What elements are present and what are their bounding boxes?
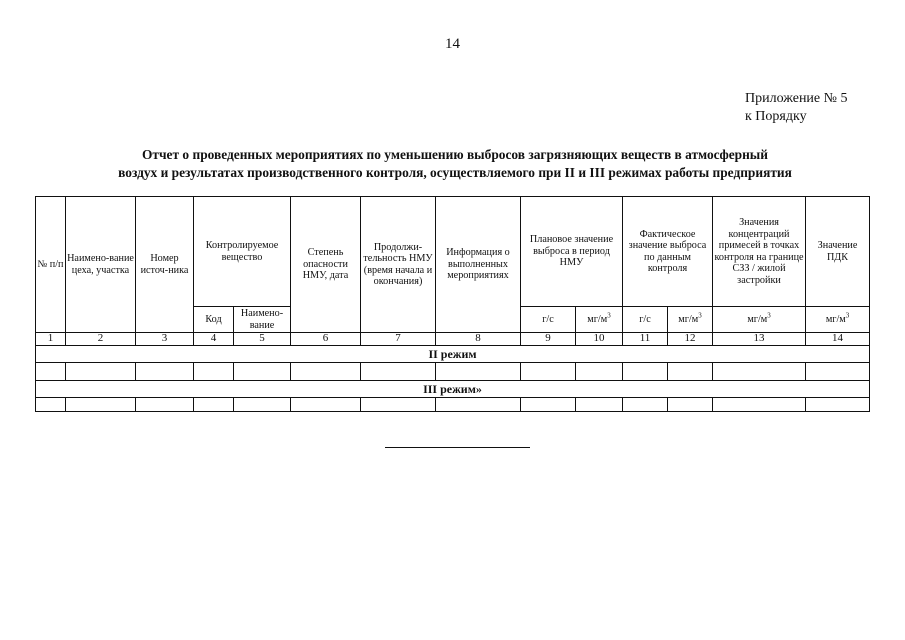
appendix-line-1: Приложение № 5 bbox=[745, 91, 848, 106]
column-number: 11 bbox=[623, 333, 668, 346]
empty-cell bbox=[234, 362, 291, 380]
closing-rule-line bbox=[385, 447, 530, 448]
empty-cell bbox=[521, 362, 576, 380]
header-hazard: Степень опасности НМУ, дата bbox=[291, 197, 361, 333]
header-concentration: Значения концентраций примесей в точках контроля на границе СЗЗ / жилой застройки bbox=[713, 197, 806, 307]
empty-cell bbox=[623, 397, 668, 411]
unit-concentration-mgm3: $мг/м^3$ bbox=[713, 307, 806, 333]
unit-actual-mgm3: $мг/м^3$ bbox=[668, 307, 713, 333]
header-mpc: Значение ПДК bbox=[806, 197, 870, 307]
empty-cell bbox=[361, 362, 436, 380]
header-row bbox=[36, 197, 870, 307]
header-measures: Информация о выполненных мероприятиях bbox=[436, 197, 521, 333]
mode-2-row bbox=[36, 345, 870, 362]
header-no: № п/п bbox=[36, 197, 66, 333]
empty-cell bbox=[436, 397, 521, 411]
column-number: 5 bbox=[234, 333, 291, 346]
empty-cell bbox=[668, 397, 713, 411]
mode-3-row bbox=[36, 380, 870, 397]
empty-cell bbox=[806, 397, 870, 411]
column-number: 4 bbox=[194, 333, 234, 346]
unit-mpc-mgm3: $мг/м^3$ bbox=[806, 307, 870, 333]
empty-cell bbox=[234, 397, 291, 411]
table-row bbox=[36, 362, 870, 380]
column-number: 13 bbox=[713, 333, 806, 346]
empty-cell bbox=[194, 397, 234, 411]
unit-planned-gs: г/с bbox=[521, 307, 576, 333]
unit-actual-gs: г/с bbox=[623, 307, 668, 333]
column-number: 14 bbox=[806, 333, 870, 346]
title-line-2: воздух и результатах производственного контроля, осуществляемого при II и III режимах работы предприятия bbox=[118, 165, 792, 180]
title-line-1: Отчет о проведенных мероприятиях по уменьшению выбросов загрязняющих веществ в атмосферный bbox=[142, 147, 768, 162]
empty-cell bbox=[713, 362, 806, 380]
report-table bbox=[35, 196, 870, 412]
empty-cell bbox=[36, 362, 66, 380]
appendix-line-2: к Порядку bbox=[745, 109, 807, 124]
column-number: 1 bbox=[36, 333, 66, 346]
column-number: 3 bbox=[136, 333, 194, 346]
column-number: 2 bbox=[66, 333, 136, 346]
unit-planned-mgm3: $мг/м^3$ bbox=[576, 307, 623, 333]
mode-2-label: II режим bbox=[36, 345, 870, 362]
column-numbers-row bbox=[36, 333, 870, 346]
empty-cell bbox=[36, 397, 66, 411]
header-duration: Продолжи-тельность НМУ (время начала и окончания) bbox=[361, 197, 436, 333]
column-number: 12 bbox=[668, 333, 713, 346]
header-actual: Фактическое значение выброса по данным контроля bbox=[623, 197, 713, 307]
empty-cell bbox=[291, 362, 361, 380]
empty-cell bbox=[194, 362, 234, 380]
empty-cell bbox=[623, 362, 668, 380]
header-planned: Плановое значение выброса в период НМУ bbox=[521, 197, 623, 307]
empty-cell bbox=[576, 397, 623, 411]
empty-cell bbox=[136, 397, 194, 411]
empty-cell bbox=[361, 397, 436, 411]
empty-cell bbox=[136, 362, 194, 380]
empty-cell bbox=[291, 397, 361, 411]
table-row bbox=[36, 397, 870, 411]
column-number: 7 bbox=[361, 333, 436, 346]
subheader-name: Наимено-вание bbox=[234, 307, 291, 333]
empty-cell bbox=[66, 362, 136, 380]
header-workshop: Наимено-вание цеха, участка bbox=[66, 197, 136, 333]
subheader-code: Код bbox=[194, 307, 234, 333]
empty-cell bbox=[66, 397, 136, 411]
appendix-reference bbox=[745, 90, 848, 126]
mode-3-label: III режим» bbox=[36, 380, 870, 397]
report-title bbox=[40, 146, 870, 182]
empty-cell bbox=[436, 362, 521, 380]
column-number: 8 bbox=[436, 333, 521, 346]
empty-cell bbox=[806, 362, 870, 380]
header-source: Номер источ-ника bbox=[136, 197, 194, 333]
empty-cell bbox=[576, 362, 623, 380]
empty-cell bbox=[668, 362, 713, 380]
empty-cell bbox=[713, 397, 806, 411]
column-number: 10 bbox=[576, 333, 623, 346]
page-number: 14 bbox=[445, 36, 460, 52]
column-number: 9 bbox=[521, 333, 576, 346]
header-substance: Контролируемое вещество bbox=[194, 197, 291, 307]
empty-cell bbox=[521, 397, 576, 411]
column-number: 6 bbox=[291, 333, 361, 346]
